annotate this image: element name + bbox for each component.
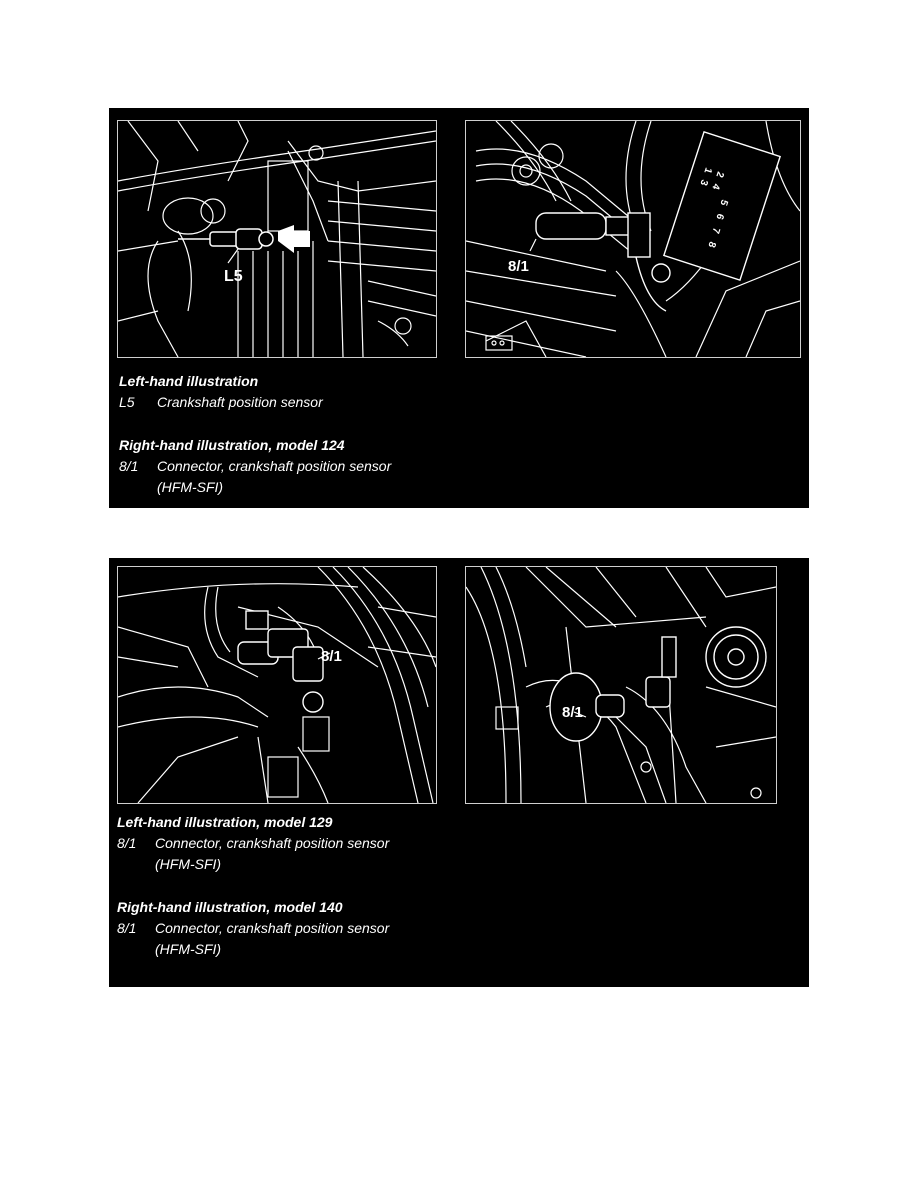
pin-number-6: 6 xyxy=(713,212,726,221)
figure-2-right-callout: 8/1 xyxy=(562,704,583,721)
figure-1-left-text: Crankshaft position sensor xyxy=(157,394,323,410)
figure-2-right-text-2: (HFM-SFI) xyxy=(155,941,222,957)
figure-2-right-code: 8/1 xyxy=(117,920,137,936)
figure-2-left-heading: Left-hand illustration, model 129 xyxy=(117,814,333,830)
pin-number-2: 2 xyxy=(713,170,726,179)
pin-number-8: 8 xyxy=(705,240,718,249)
pin-number-3: 3 xyxy=(697,178,710,187)
figure-2-panel xyxy=(109,558,809,987)
figure-1-panel xyxy=(109,108,809,508)
figure-1-right-heading: Right-hand illustration, model 124 xyxy=(119,437,345,453)
figure-2-right-text: Connector, crankshaft position sensor xyxy=(155,920,390,936)
pin-number-7: 7 xyxy=(709,226,722,235)
figure-1-right-text: Connector, crankshaft position sensor xyxy=(157,458,392,474)
engine-bay-drawing-l5 xyxy=(118,121,436,357)
connector-drawing-model-140 xyxy=(466,567,776,803)
figure-2-left-text: Connector, crankshaft position sensor xyxy=(155,835,390,851)
figure-2-left-callout: 8/1 xyxy=(321,648,342,665)
figure-1-left-illustration xyxy=(117,120,437,358)
pin-number-5: 5 xyxy=(717,198,730,207)
figure-1-left-code: L5 xyxy=(119,394,135,410)
figure-2-right-heading: Right-hand illustration, model 140 xyxy=(117,899,343,915)
figure-1-left-heading: Left-hand illustration xyxy=(119,373,259,389)
connector-drawing-model-124 xyxy=(466,121,800,357)
figure-2-left-illustration xyxy=(117,566,437,804)
figure-1-right-callout: 8/1 xyxy=(508,258,529,275)
connector-drawing-model-129 xyxy=(118,567,436,803)
figure-1-right-illustration xyxy=(465,120,801,358)
arrow-pointer-icon xyxy=(278,225,310,253)
pin-number-4: 4 xyxy=(709,182,722,191)
figure-1-right-text-2: (HFM-SFI) xyxy=(157,479,224,495)
figure-1-caption xyxy=(119,371,391,498)
figure-2-right-illustration xyxy=(465,566,777,804)
figure-1-left-callout: L5 xyxy=(224,268,243,285)
pin-number-1: 1 xyxy=(701,166,714,175)
figure-1-right-code: 8/1 xyxy=(119,458,139,474)
figure-2-caption xyxy=(117,812,389,960)
figure-2-left-text-2: (HFM-SFI) xyxy=(155,856,222,872)
figure-2-left-code: 8/1 xyxy=(117,835,137,851)
